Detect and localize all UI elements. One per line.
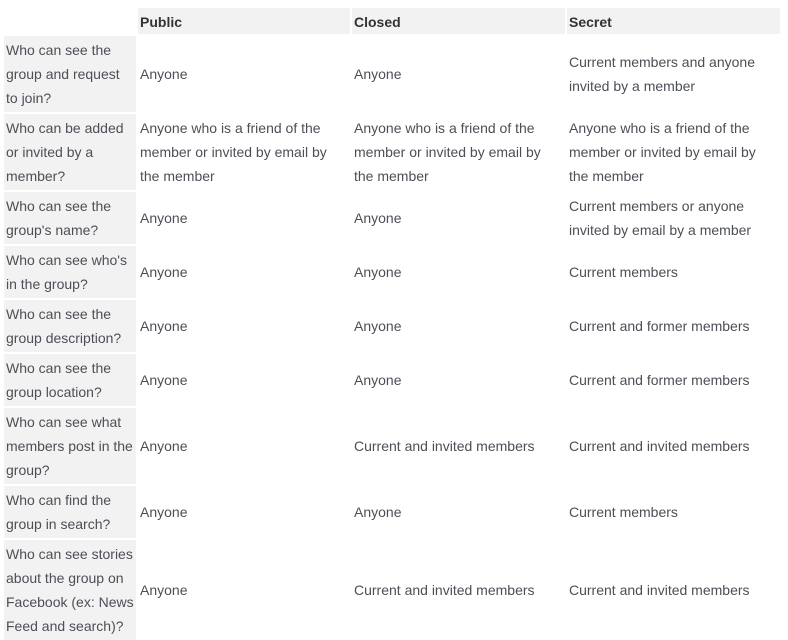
cell-public: Anyone [136,298,350,352]
row-question: Who can see the group and request to join? [4,34,136,112]
table-row [4,538,780,640]
table-row [4,190,780,244]
cell-closed: Anyone [350,190,565,244]
cell-secret: Current and former members [565,352,780,406]
cell-closed: Anyone [350,34,565,112]
row-question: Who can see who's in the group? [4,244,136,298]
cell-secret: Current members and anyone invited by a member [565,34,780,112]
cell-public: Anyone who is a friend of the member or invited by email by the member [136,112,350,190]
cell-secret: Current members [565,244,780,298]
cell-public: Anyone [136,244,350,298]
cell-public: Anyone [136,190,350,244]
cell-secret: Current and invited members [565,406,780,484]
cell-secret: Current members [565,484,780,538]
cell-closed: Anyone [350,484,565,538]
table-row [4,34,780,112]
header-public: Public [136,8,350,34]
row-question: Who can be added or invited by a member? [4,112,136,190]
cell-closed: Current and invited members [350,406,565,484]
table-row [4,484,780,538]
group-privacy-table [4,8,780,640]
table-row [4,352,780,406]
header-row [4,8,780,34]
cell-secret: Current and invited members [565,538,780,640]
cell-closed: Anyone who is a friend of the member or invited by email by the member [350,112,565,190]
cell-public: Anyone [136,34,350,112]
cell-closed: Current and invited members [350,538,565,640]
cell-public: Anyone [136,484,350,538]
cell-closed: Anyone [350,352,565,406]
row-question: Who can see the group's name? [4,190,136,244]
table-row [4,298,780,352]
row-question: Who can see the group description? [4,298,136,352]
cell-public: Anyone [136,352,350,406]
cell-public: Anyone [136,406,350,484]
cell-secret: Current members or anyone invited by email by a member [565,190,780,244]
header-closed: Closed [350,8,565,34]
cell-closed: Anyone [350,298,565,352]
cell-secret: Anyone who is a friend of the member or invited by email by the member [565,112,780,190]
row-question: Who can find the group in search? [4,484,136,538]
cell-public: Anyone [136,538,350,640]
table-row [4,112,780,190]
header-secret: Secret [565,8,780,34]
row-question: Who can see the group location? [4,352,136,406]
cell-closed: Anyone [350,244,565,298]
table-row [4,244,780,298]
cell-secret: Current and former members [565,298,780,352]
table-row [4,406,780,484]
row-question: Who can see what members post in the group? [4,406,136,484]
header-blank [4,8,136,34]
row-question: Who can see stories about the group on Facebook (ex: News Feed and search)? [4,538,136,640]
